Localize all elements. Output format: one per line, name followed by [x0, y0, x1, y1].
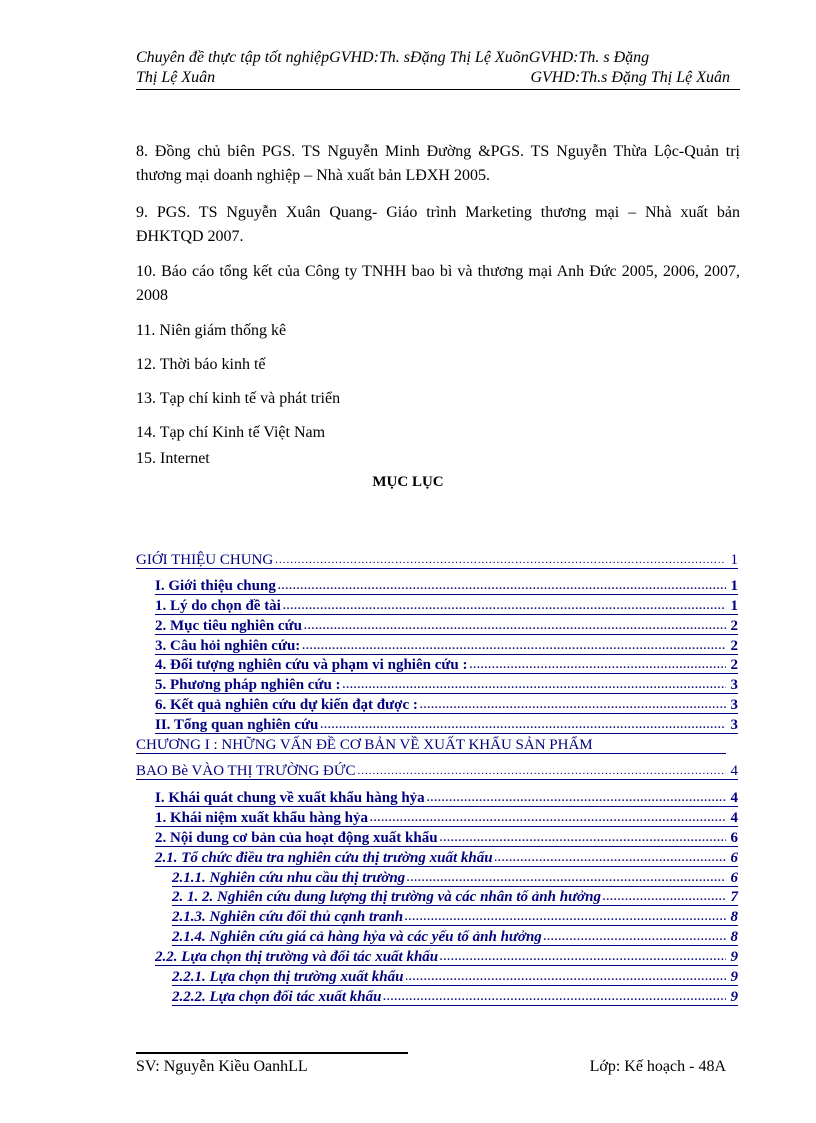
toc-entry-page: 9: [730, 989, 738, 1005]
toc-entry-page: 8: [730, 929, 738, 945]
toc-entry[interactable]: [172, 889, 738, 906]
toc-entry-text: I. Khái quát chung về xuất khẩu hàng hỷa: [155, 790, 425, 806]
toc-entry-text: 2.1.4. Nghiên cứu giá cả hàng hỷa và các yếu tố ảnh hưởng: [172, 929, 542, 945]
toc-entry[interactable]: [155, 657, 738, 674]
reference-item: 14. Tạp chí Kinh tế Việt Nam: [136, 424, 326, 441]
toc-entry-text: 2.1. Tổ chức điều tra nghiên cứu thị trường xuất khẩu: [155, 850, 493, 866]
toc-entry-text: 4. Đối tượng nghiên cứu và phạm vi nghiên cứu :: [155, 657, 468, 673]
reference-item: 9. PGS. TS Nguyễn Xuân Quang- Giáo trình Marketing thương mại – Nhà xuất bản ĐHKTQD 2007.: [136, 204, 740, 245]
toc-entry-page: 7: [730, 889, 738, 905]
toc-entry[interactable]: [172, 969, 738, 986]
reference-item: 15. Internet: [136, 450, 210, 467]
footer-divider: [136, 1052, 408, 1054]
toc-entry-page: 1: [730, 578, 738, 594]
toc-entry[interactable]: [172, 929, 738, 946]
toc-entry-text: 1. Khái niệm xuất khẩu hàng hỷa: [155, 810, 368, 826]
header-line-1: Chuyên đề thực tập tốt nghiệpGVHD:Th. sĐặng Thị Lệ XuõnGVHD:Th. s Đặng: [136, 49, 650, 66]
toc-entry-page: 3: [730, 717, 738, 733]
toc-entry-text: 3. Câu hỏi nghiên cứu:: [155, 638, 301, 654]
header-line-2-left: Thị Lệ Xuân: [136, 69, 216, 86]
page-header: [136, 48, 740, 90]
toc-entry[interactable]: [155, 697, 738, 714]
toc-entry-page: 1: [730, 552, 738, 568]
reference-item: 12. Thời báo kinh tế: [136, 356, 266, 373]
page-footer: [136, 1058, 726, 1076]
toc-entry-page: 8: [730, 909, 738, 925]
header-line-2: [136, 68, 740, 90]
toc-entry-text: 2.2. Lựa chọn thị trường và đối tác xuất khẩu: [155, 949, 439, 965]
toc-entry[interactable]: [136, 763, 738, 780]
toc-entry-page: 3: [730, 677, 738, 693]
toc-entry[interactable]: [155, 790, 738, 807]
toc-entry-page: 2: [730, 657, 738, 673]
toc-entry-page: 1: [730, 598, 738, 614]
toc-entry-text: I. Giới thiệu chung: [155, 578, 276, 594]
toc-entry-text: 1. Lý do chọn đề tài: [155, 598, 281, 614]
toc-entry[interactable]: [172, 909, 738, 926]
toc-entry-text: 2. 1. 2. Nghiên cứu dung lượng thị trường và các nhân tố ảnh hưởng: [172, 889, 601, 905]
toc-entry-text: II. Tổng quan nghiên cứu: [155, 717, 319, 733]
toc-entry-page: 6: [730, 830, 738, 846]
reference-item: 13. Tạp chí kinh tế và phát triển: [136, 390, 341, 407]
toc-entry[interactable]: [136, 737, 726, 754]
toc-entry-text: 2.1.3. Nghiên cứu đối thủ cạnh tranh: [172, 909, 404, 925]
toc-entry[interactable]: [155, 638, 738, 655]
toc-entry-text: 2.2.2. Lựa chọn đối tác xuất khẩu: [172, 989, 382, 1005]
reference-item: 8. Đồng chủ biên PGS. TS Nguyễn Minh Đường &PGS. TS Nguyễn Thừa Lộc-Quản trị thương mại doanh nghiệp – Nhà xuất bản LĐXH 2005.: [136, 143, 740, 184]
toc-entry-page: 2: [730, 618, 738, 634]
toc-entry-page: 4: [730, 790, 738, 806]
toc-entry-text: 2.1.1. Nghiên cứu nhu cầu thị trường: [172, 870, 406, 886]
toc-entry[interactable]: [172, 870, 738, 887]
toc-entry-page: 3: [730, 697, 738, 713]
toc-entry[interactable]: [155, 717, 738, 734]
toc-title: MỤC LỤC: [372, 474, 444, 490]
toc-entry-page: 9: [730, 969, 738, 985]
toc-entry-text: GIỚI THIỆU CHUNG: [136, 552, 274, 568]
toc-entry[interactable]: [155, 830, 738, 847]
toc-entry-text: 2. Nội dung cơ bản của hoạt động xuất khẩu: [155, 830, 438, 846]
footer-student: SV: Nguyễn Kiều OanhLL: [136, 1058, 308, 1075]
toc-entry[interactable]: [155, 949, 738, 966]
toc-entry-page: 4: [730, 810, 738, 826]
toc-entry[interactable]: [155, 618, 738, 635]
header-line-2-right: GVHD:Th.s Đặng Thị Lệ Xuân: [530, 69, 730, 86]
toc-entry-page: 2: [730, 638, 738, 654]
toc-entry[interactable]: [136, 552, 738, 569]
footer-class: Lớp: Kế hoạch - 48A: [589, 1058, 726, 1075]
toc-entry-page: 6: [730, 870, 738, 886]
toc-entry[interactable]: [172, 989, 738, 1006]
toc-entry-page: 9: [730, 949, 738, 965]
toc-entry-page: 4: [730, 763, 738, 779]
toc-entry-text: 5. Phương pháp nghiên cứu :: [155, 677, 341, 693]
toc-entry-text: 2. Mục tiêu nghiên cứu: [155, 618, 302, 634]
toc-entry-text: 6. Kết quả nghiên cứu dự kiến đạt được :: [155, 697, 418, 713]
toc-entry-text: CHƯƠNG I : NHỮNG VẤN ĐỀ CƠ BẢN VỀ XUẤT KHẨU SẢN PHẨM: [136, 737, 593, 753]
toc-entry-text: BAO Bè VÀO THỊ TRƯỜNG ĐỨC: [136, 763, 356, 779]
reference-item: 10. Báo cáo tổng kết của Công ty TNHH bao bì và thương mại Anh Đức 2005, 2006, 2007, 2008: [136, 263, 740, 304]
toc-entry[interactable]: [155, 598, 738, 615]
toc-entry-text: 2.2.1. Lựa chọn thị trường xuất khẩu: [172, 969, 404, 985]
toc-entry[interactable]: [155, 578, 738, 595]
reference-item: 11. Niên giám thống kê: [136, 322, 287, 339]
toc-entry[interactable]: [155, 810, 738, 827]
toc-entry[interactable]: [155, 850, 738, 867]
toc-entry[interactable]: [155, 677, 738, 694]
toc-entry-page: 6: [730, 850, 738, 866]
